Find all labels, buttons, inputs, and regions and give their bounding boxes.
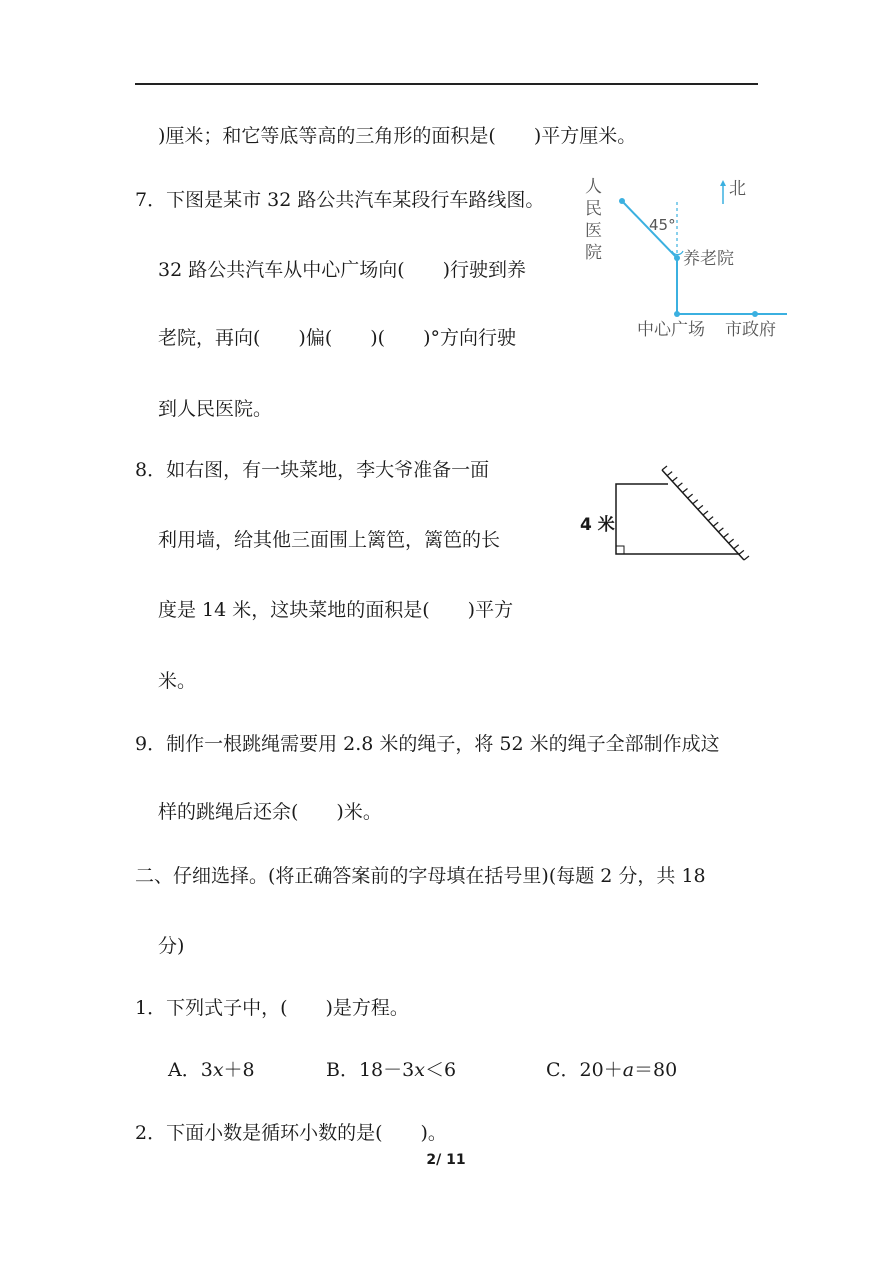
center-label: 中心广场	[637, 320, 705, 340]
hatch-tick	[662, 466, 667, 470]
header-rule	[135, 83, 758, 85]
hatch-tick	[718, 528, 723, 532]
hatch-tick	[672, 477, 677, 481]
route-map-figure	[575, 172, 795, 352]
nursing-home-point	[674, 255, 680, 261]
hatch-tick	[688, 494, 693, 498]
north-arrow	[720, 179, 746, 204]
q7-line-1: 7．下图是某市 32 路公共汽车某段行车路线图。	[135, 189, 545, 211]
hatch-tick	[698, 505, 703, 509]
choice-q2: 2．下面小数是循环小数的是( )。	[135, 1122, 447, 1144]
hatch-tick	[683, 489, 688, 493]
hatch-tick	[693, 500, 698, 504]
hatch-tick	[744, 556, 749, 560]
q7-line-2: 32 路公共汽车从中心广场向( )行驶到养	[158, 259, 527, 281]
hospital-point	[619, 198, 625, 204]
option-b: B．18－3x＜6	[326, 1059, 457, 1081]
q7-line-4: 到人民医院。	[158, 398, 273, 420]
height-label: 4 米	[580, 515, 615, 535]
hospital-label-4: 院	[585, 243, 602, 263]
hatch-tick	[708, 517, 713, 521]
cityhall-label: 市政府	[725, 320, 776, 340]
hatch-tick	[703, 511, 708, 515]
hatch-tick	[667, 472, 672, 476]
q8-line-4: 米。	[158, 670, 197, 692]
nursing-home-label: 养老院	[683, 249, 734, 269]
page-number: 2/ 11	[426, 1152, 466, 1168]
wall-hatching	[662, 466, 749, 560]
hatch-tick	[729, 539, 734, 543]
hatch-tick	[739, 550, 744, 554]
fence	[616, 484, 740, 554]
north-label: 北	[729, 179, 746, 199]
q7-line-3: 老院，再向( )偏( )( )°方向行驶	[158, 327, 516, 349]
choice-q1: 1．下列式子中，( )是方程。	[135, 997, 409, 1019]
hatch-tick	[713, 522, 718, 526]
hospital-label-2: 民	[585, 199, 602, 219]
q8-line-2: 利用墙，给其他三面围上篱笆，篱笆的长	[158, 529, 501, 551]
right-angle-mark	[616, 546, 624, 554]
garden-figure	[572, 460, 757, 575]
hospital-full-label: 人民医院	[575, 172, 579, 173]
q8-line-1: 8．如右图，有一块菜地，李大爷准备一面	[135, 459, 490, 481]
q9-line-1: 9．制作一根跳绳需要用 2.8 米的绳子，将 52 米的绳子全部制作成这	[135, 733, 720, 755]
section-2-heading-2: 分)	[158, 935, 185, 957]
hatch-tick	[677, 483, 682, 487]
cityhall-point	[752, 311, 758, 317]
continuation-line: )厘米；和它等底等高的三角形的面积是( )平方厘米。	[158, 125, 637, 147]
hospital-label-1: 人	[585, 177, 602, 197]
option-a: A．3x＋8	[168, 1059, 255, 1081]
center-point	[674, 311, 680, 317]
section-2-heading-1: 二、仔细选择。(将正确答案前的字母填在括号里)(每题 2 分，共 18	[135, 865, 706, 887]
q9-line-2: 样的跳绳后还余( )米。	[158, 801, 382, 823]
hospital-label-3: 医	[585, 221, 602, 241]
hatch-tick	[724, 534, 729, 538]
hatch-tick	[734, 545, 739, 549]
q8-line-3: 度是 14 米，这块菜地的面积是( )平方	[158, 599, 514, 621]
option-c: C．20＋a＝80	[546, 1059, 678, 1081]
angle-label: 45°	[649, 216, 676, 234]
